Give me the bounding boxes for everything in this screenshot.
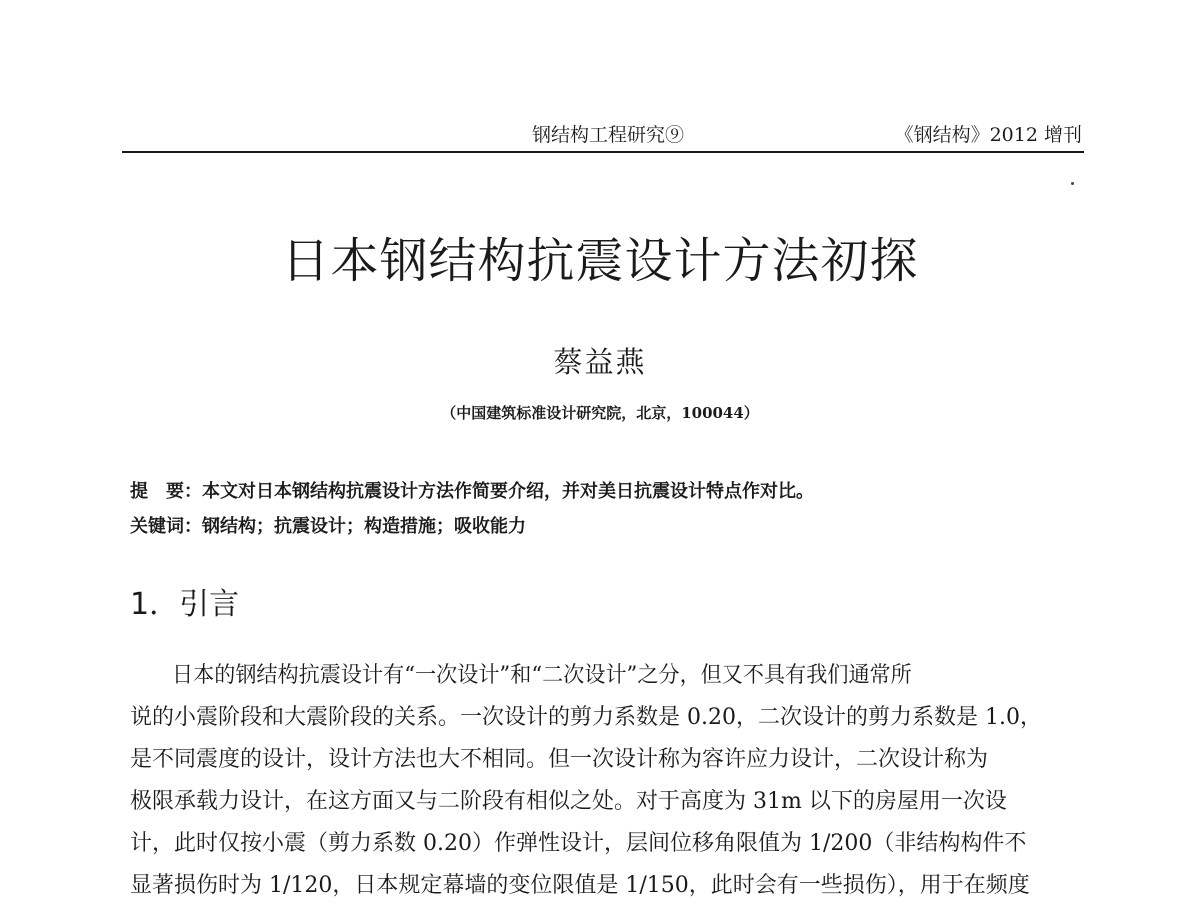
paragraph-line: 日本的钢结构抗震设计有“一次设计”和“二次设计”之分，但又不具有我们通常所	[172, 663, 912, 688]
author-affiliation: （中国建筑标准设计研究院，北京，100044）	[441, 404, 759, 422]
article-title: 日本钢结构抗震设计方法初探	[281, 233, 919, 289]
paragraph-line: 计，此时仅按小震（剪力系数 0.20）作弹性设计，层间位移角限值为 1/200（非结构构件不	[130, 831, 1027, 856]
abstract	[130, 477, 814, 503]
paragraph-line: 极限承载力设计，在这方面又与二阶段有相似之处。对于高度为 31m 以下的房屋用一次设	[130, 789, 1007, 814]
author-name: 蔡益燕	[553, 345, 647, 379]
running-header	[122, 116, 1084, 148]
keywords-label: 关键词：	[130, 516, 202, 537]
journal-issue: 《钢结构》2012 增刊	[894, 124, 1082, 146]
header-rule	[122, 151, 1084, 153]
paragraph-line: 显著损伤时为 1/120，日本规定幕墙的变位限值是 1/150，此时会有一些损伤），用于在频度	[130, 873, 1030, 898]
keywords	[130, 512, 526, 538]
keywords-text: 钢结构；抗震设计；构造措施；吸收能力	[202, 516, 526, 537]
abstract-label: 提 要：	[130, 481, 202, 502]
paragraph-line: 是不同震度的设计，设计方法也大不相同。但一次设计称为容许应力设计，二次设计称为	[130, 747, 989, 772]
scan-speck	[1071, 182, 1074, 185]
abstract-text: 本文对日本钢结构抗震设计方法作简要介绍，并对美日抗震设计特点作对比。	[202, 481, 814, 502]
series-title: 钢结构工程研究⑨	[532, 124, 685, 146]
section-heading: 1．引言	[130, 587, 240, 622]
paragraph-line: 说的小震阶段和大震阶段的关系。一次设计的剪力系数是 0.20，二次设计的剪力系数是 1.0，	[130, 705, 1042, 730]
